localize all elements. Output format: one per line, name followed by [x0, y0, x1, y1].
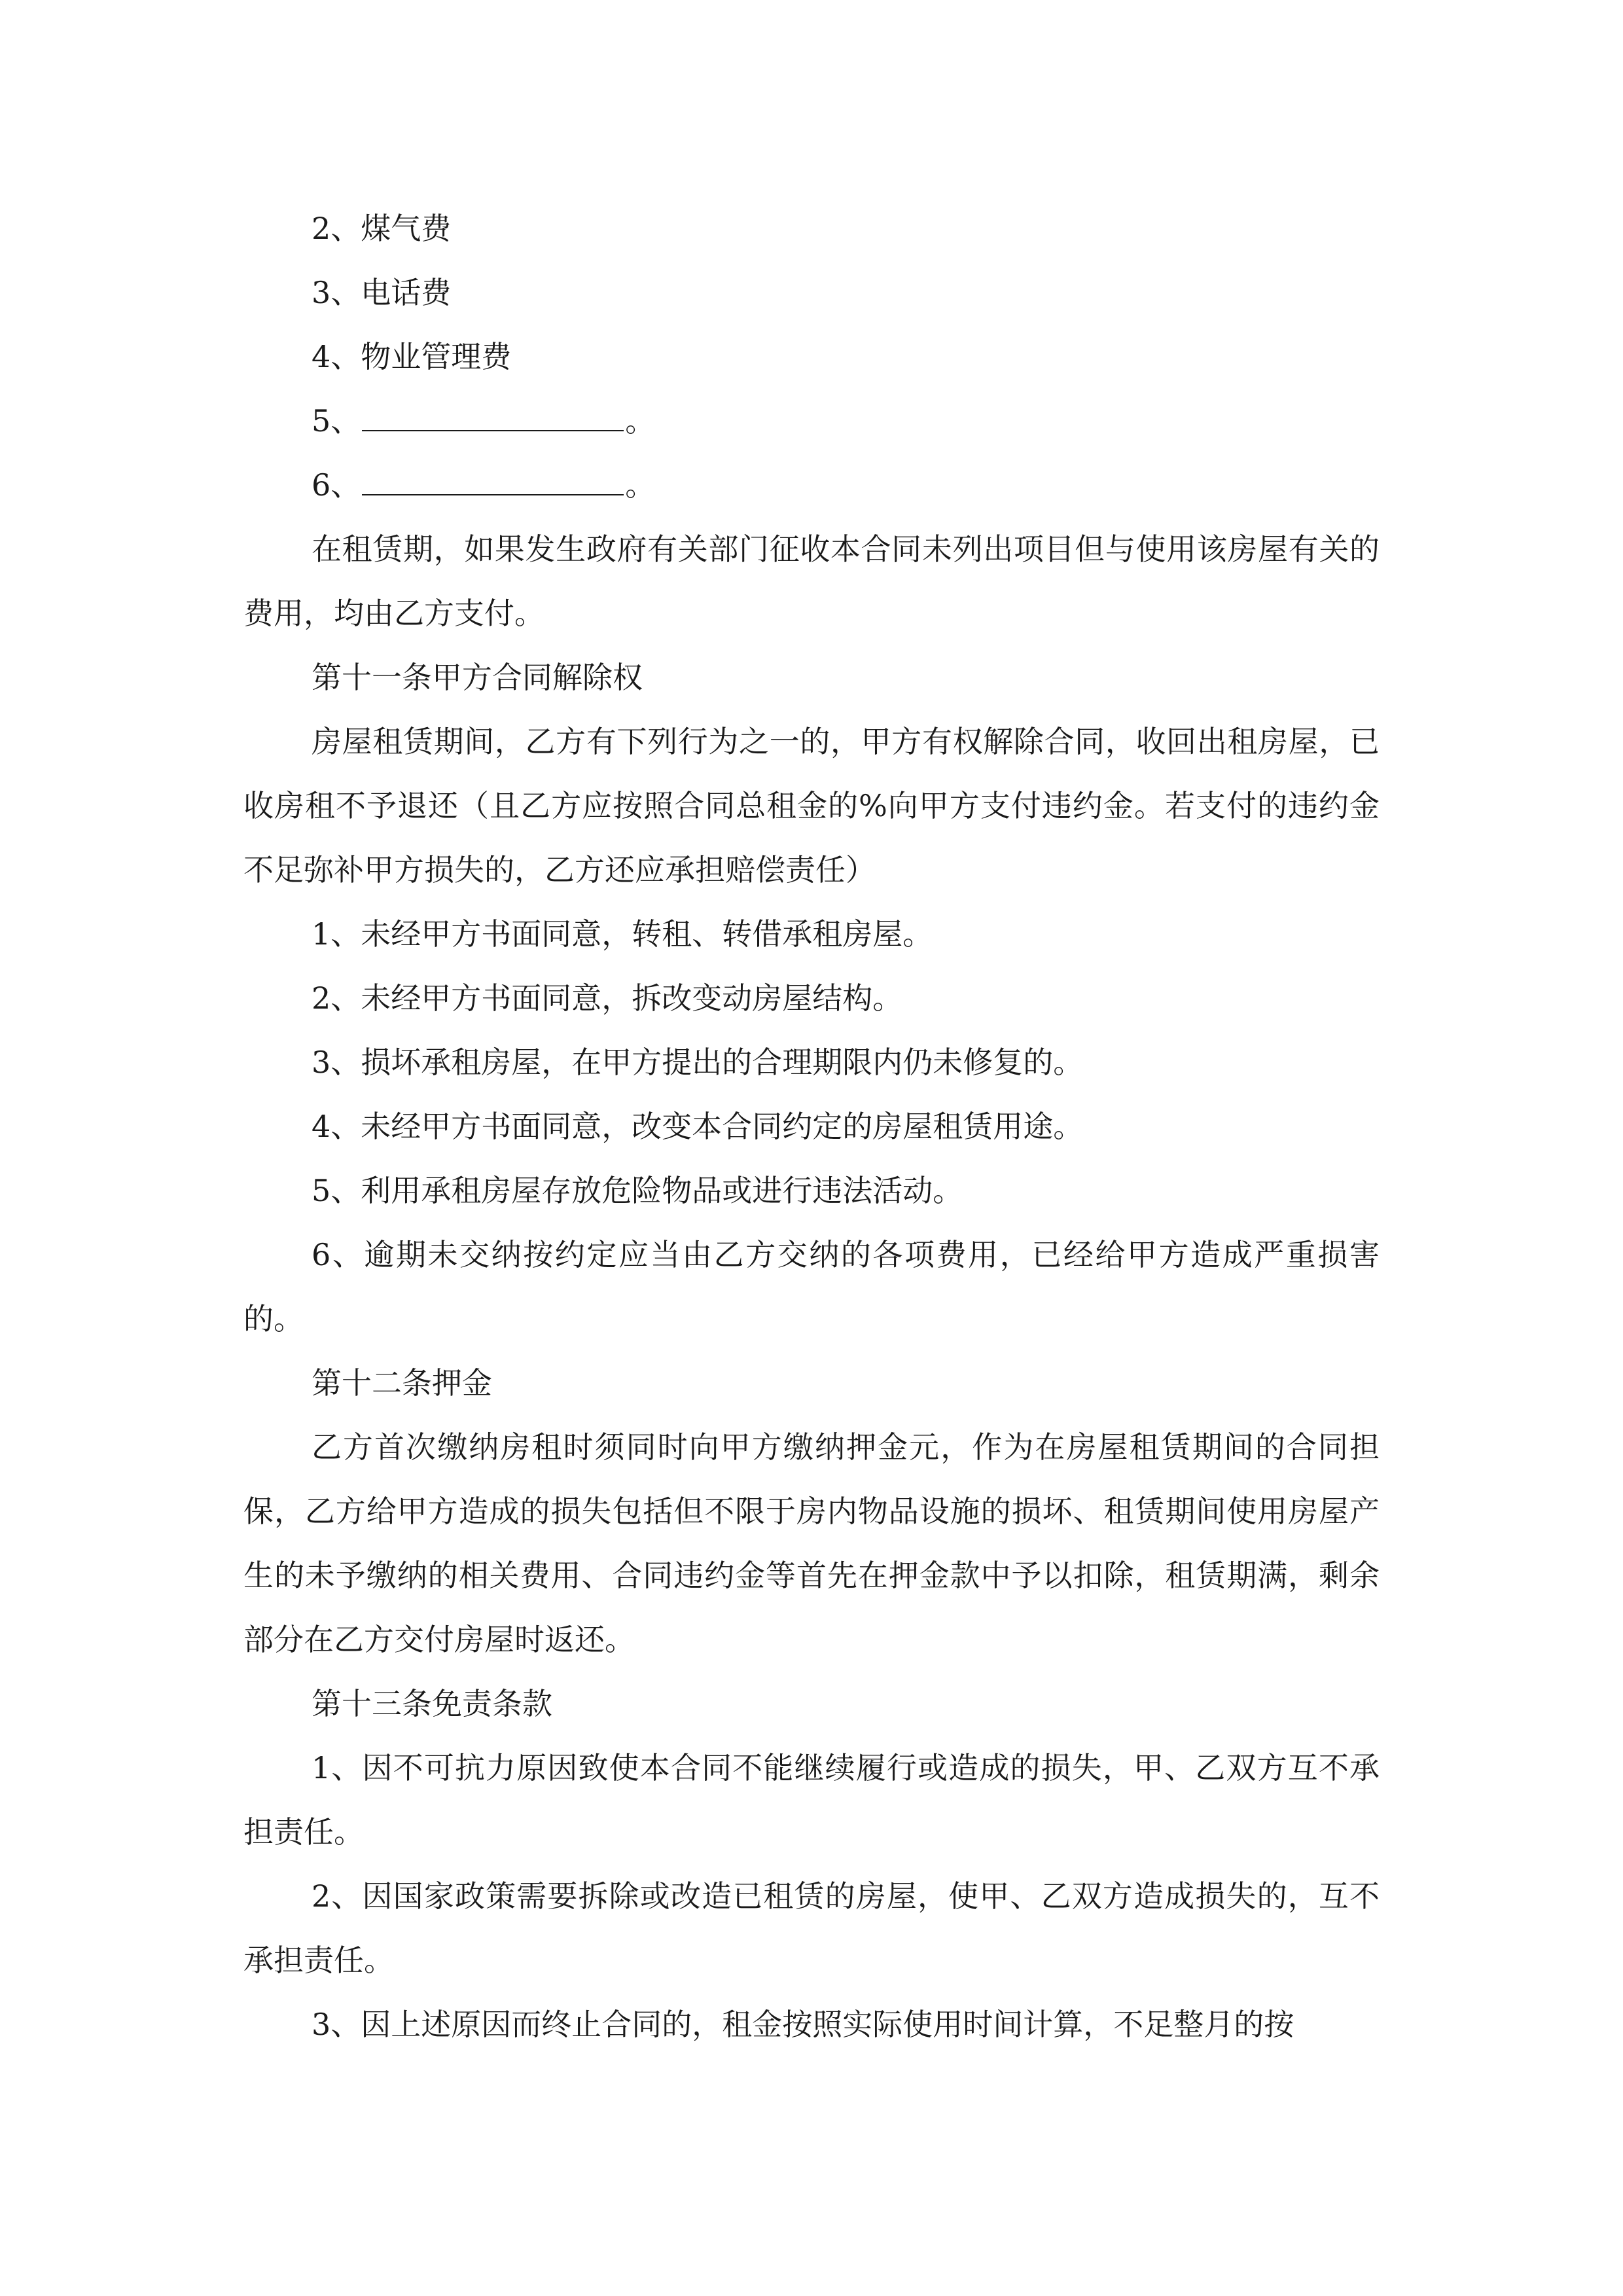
list-item: 2、因国家政策需要拆除或改造已租赁的房屋，使甲、乙双方造成损失的，互不承担责任。	[243, 1878, 1380, 1978]
list-item-blank-6	[243, 453, 1380, 517]
list-item: 2、煤气费	[312, 211, 452, 246]
paragraph-termination: 房屋租赁期间，乙方有下列行为之一的，甲方有权解除合同，收回出租房屋，已收房租不予退还（且乙方应按照合同总租金的%向甲方支付违约金。若支付的违约金不足弥补甲方损失的，乙方还应承担赔偿责任）	[243, 724, 1380, 888]
list-item: 3、损坏承租房屋，在甲方提出的合理期限内仍未修复的。	[312, 1045, 1084, 1080]
item-period: 。	[625, 467, 656, 503]
list-item: 1、因不可抗力原因致使本合同不能继续履行或造成的损失，甲、乙双方互不承担责任。	[243, 1750, 1380, 1850]
paragraph-deposit: 乙方首次缴纳房租时须同时向甲方缴纳押金元，作为在房屋租赁期间的合同担保，乙方给甲方造成的损失包括但不限于房内物品设施的损坏、租赁期间使用房屋产生的未予缴纳的相关费用、合同违约金等首先在押金款中予以扣除，租赁期满，剩余部分在乙方交付房屋时返还。	[243, 1429, 1380, 1657]
document-body	[243, 196, 1380, 2056]
list-item: 3、因上述原因而终止合同的，租金按照实际使用时间计算，不足整月的按	[312, 2007, 1294, 2042]
list-item: 4、未经甲方书面同意，改变本合同约定的房屋租赁用途。	[312, 1109, 1084, 1144]
section-heading: 第十三条免责条款	[312, 1686, 552, 1721]
fill-in-blank	[362, 465, 624, 495]
fill-in-blank	[362, 401, 624, 431]
list-item: 4、物业管理费	[312, 339, 512, 374]
list-item: 5、利用承租房屋存放危险物品或进行违法活动。	[312, 1173, 963, 1208]
list-item: 3、电话费	[312, 275, 452, 310]
item-number: 6、	[312, 467, 361, 503]
list-item: 2、未经甲方书面同意，拆改变动房屋结构。	[312, 980, 903, 1016]
paragraph-lease-fees: 在租赁期，如果发生政府有关部门征收本合同未列出项目但与使用该房屋有关的费用，均由乙方支付。	[243, 531, 1380, 631]
item-number: 5、	[312, 403, 361, 439]
section-heading: 第十一条甲方合同解除权	[312, 660, 643, 695]
list-item: 1、未经甲方书面同意，转租、转借承租房屋。	[312, 916, 933, 952]
list-item-blank-5	[243, 389, 1380, 453]
item-period: 。	[625, 403, 656, 439]
list-item: 6、逾期未交纳按约定应当由乙方交纳的各项费用，已经给甲方造成严重损害的。	[243, 1237, 1380, 1336]
section-heading: 第十二条押金	[312, 1365, 492, 1401]
